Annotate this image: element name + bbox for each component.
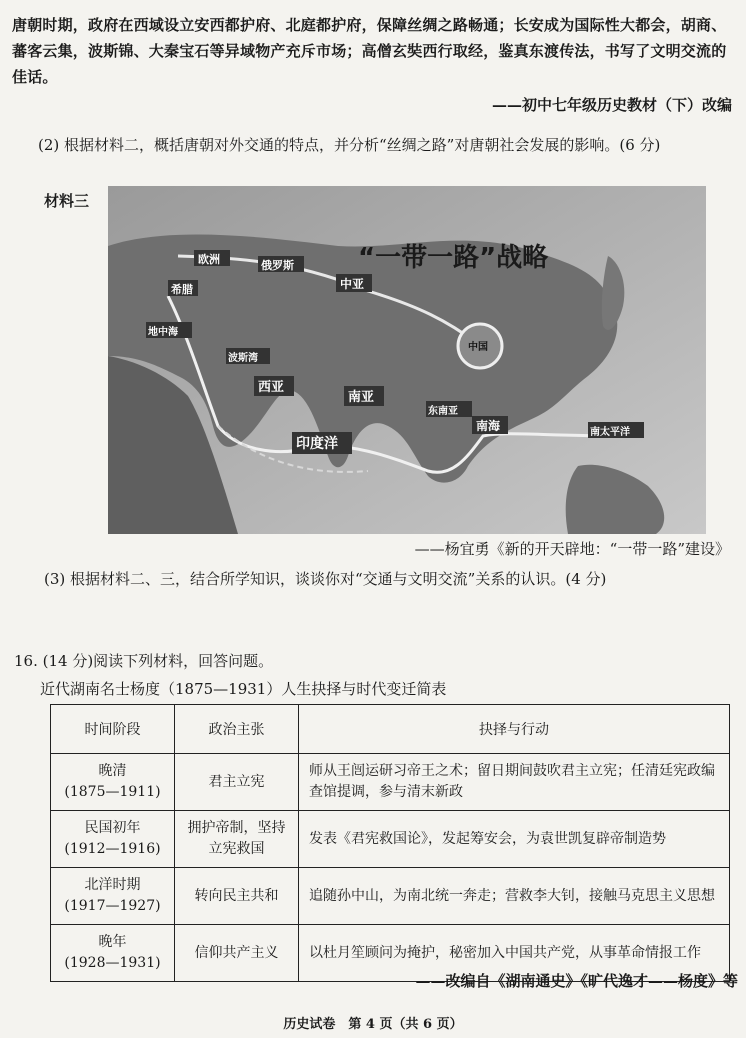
stance-cell: 拥护帝制，坚持立宪救国 [175, 811, 299, 868]
label-greece: 希腊 [171, 283, 193, 296]
material2-text: 唐朝时期，政府在西域设立安西都护府、北庭都护府，保障丝绸之路畅通；长安成为国际性大都会，胡商、蕃客云集，波斯锦、大秦宝石等异域物产充斥市场；高僧玄奘西行取经，鉴真东渡传法，书写了文明交流的佳话。 [12, 16, 727, 86]
action-cell: 师从王闿运研习帝王之术；留日期间鼓吹君主立宪；任清廷宪政编查馆提调，参与清末新政 [299, 754, 730, 811]
table-row [51, 811, 730, 868]
period-cell: 晚清 (1875—1911) [51, 754, 175, 811]
table-source: ——改编自《湖南通史》《旷代逸才——杨度》等 [415, 972, 738, 990]
period-cell: 晚年 (1928—1931) [51, 925, 175, 982]
label-indian-ocean: 印度洋 [296, 436, 338, 452]
table-header-row [51, 705, 730, 754]
question-16: 16. (14 分)阅读下列材料，回答问题。 [14, 652, 274, 670]
action-cell: 以杜月笙顾问为掩护，秘密加入中国共产党，从事革命情报工作 [299, 925, 730, 982]
map-title: “一带一路”战略 [358, 243, 549, 273]
label-china: 中国 [468, 342, 488, 353]
question-3: (3) 根据材料二、三，结合所学知识，谈谈你对“交通与文明交流”关系的认识。(4 分) [44, 570, 607, 588]
label-west-asia: 西亚 [258, 380, 285, 395]
yang-du-table [50, 704, 730, 982]
header-action: 抉择与行动 [299, 705, 730, 754]
table-row [51, 754, 730, 811]
material2-source: ——初中七年级历史教材（下）改编 [491, 96, 732, 114]
period-cell: 北洋时期 (1917—1927) [51, 868, 175, 925]
header-stance: 政治主张 [175, 705, 299, 754]
label-south-sea: 南海 [476, 419, 501, 433]
table-row [51, 868, 730, 925]
label-mediterranean: 地中海 [148, 327, 178, 338]
label-southeast-asia: 东南亚 [428, 406, 458, 417]
label-persian-gulf: 波斯湾 [228, 353, 258, 364]
action-cell: 追随孙中山，为南北统一奔走；营救李大钊，接触马克思主义思想 [299, 868, 730, 925]
question-2: (2) 根据材料二，概括唐朝对外交通的特点，并分析“丝绸之路”对唐朝社会发展的影响。(6 分) [38, 136, 661, 154]
page-footer: 历史试卷 第 4 页（共 6 页） [283, 1017, 463, 1032]
label-central-asia: 中亚 [340, 277, 365, 291]
action-cell: 发表《君宪救国论》，发起筹安会，为袁世凯复辟帝制造势 [299, 811, 730, 868]
belt-and-road-map [108, 186, 706, 534]
label-south-pacific: 南太平洋 [590, 427, 630, 438]
material3-label: 材料三 [44, 192, 90, 210]
table-title: 近代湖南名士杨度（1875—1931）人生抉择与时代变迁简表 [40, 680, 447, 698]
material3-source: ——杨宜勇《新的开天辟地：“一带一路”建设》 [414, 540, 730, 558]
period-cell: 民国初年 (1912—1916) [51, 811, 175, 868]
label-europe: 欧洲 [198, 253, 220, 266]
stance-cell: 转向民主共和 [175, 868, 299, 925]
stance-cell: 君主立宪 [175, 754, 299, 811]
header-period: 时间阶段 [51, 705, 175, 754]
label-south-asia: 南亚 [348, 390, 375, 405]
label-russia: 俄罗斯 [261, 259, 294, 272]
stance-cell: 信仰共产主义 [175, 925, 299, 982]
